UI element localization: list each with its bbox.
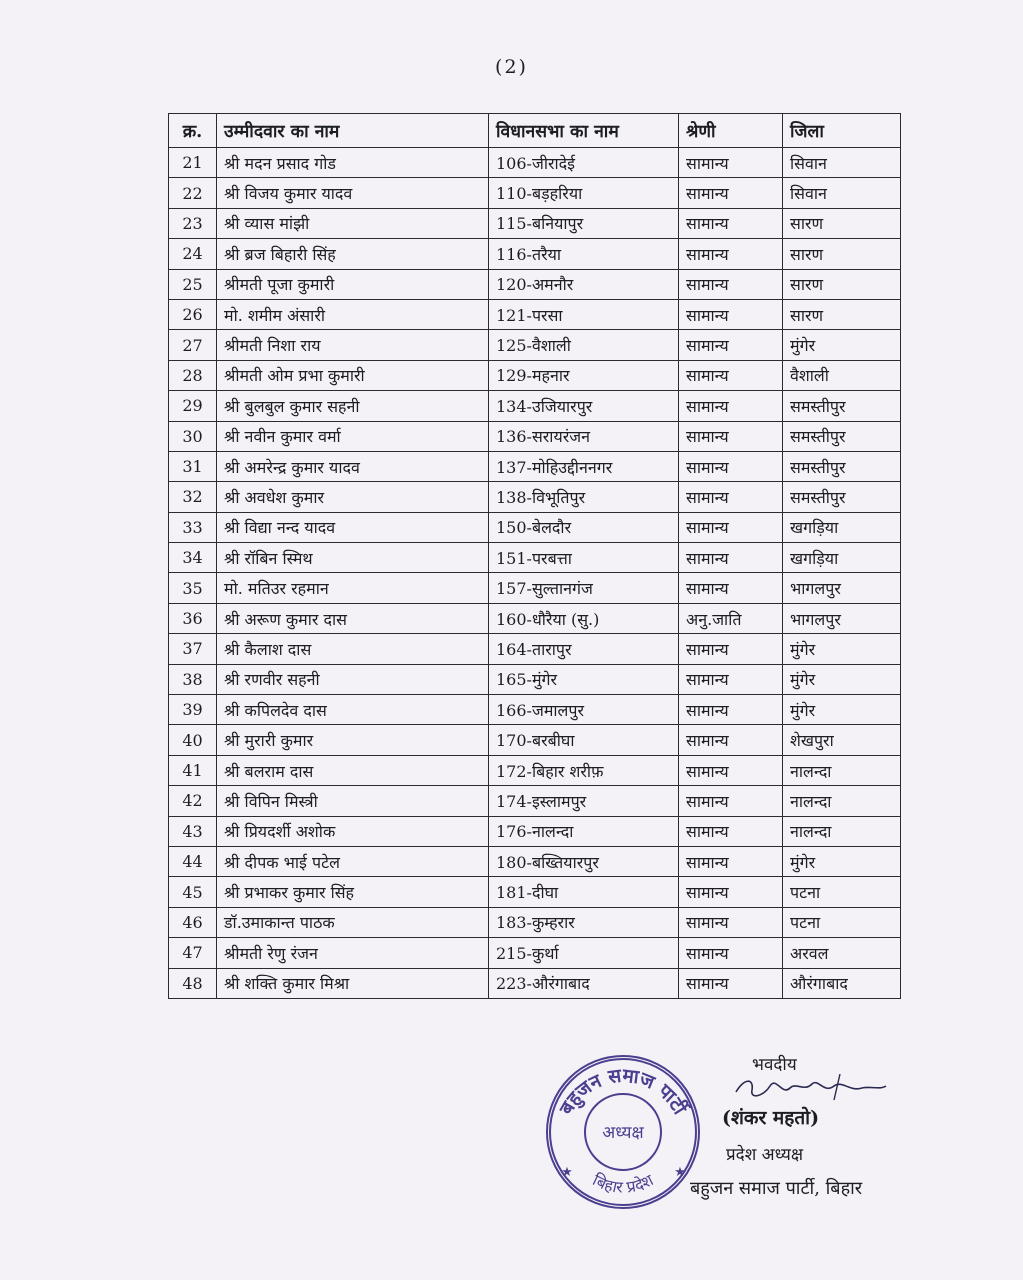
party-seal [543, 1052, 703, 1212]
seal-star-icon-left: ★ [561, 1165, 573, 1180]
row-district: पटना [783, 877, 901, 907]
row-candidate-name: श्री व्यास मांझी [217, 208, 489, 238]
row-category: सामान्य [679, 968, 783, 998]
table-row [169, 208, 901, 238]
row-constituency: 180-बख्तियारपुर [489, 846, 679, 876]
table-row [169, 512, 901, 542]
row-category: सामान्य [679, 360, 783, 390]
row-serial: 25 [169, 269, 217, 299]
row-candidate-name: श्री कैलाश दास [217, 634, 489, 664]
seal-star-icon-right: ★ [674, 1165, 686, 1180]
row-candidate-name: श्रीमती ओम प्रभा कुमारी [217, 360, 489, 390]
row-constituency: 150-बेलदौर [489, 512, 679, 542]
row-category: सामान्य [679, 299, 783, 329]
row-serial: 41 [169, 755, 217, 785]
row-candidate-name: श्री अवधेश कुमार [217, 482, 489, 512]
row-category: सामान्य [679, 543, 783, 573]
row-candidate-name: श्री बुलबुल कुमार सहनी [217, 391, 489, 421]
table-body [169, 148, 901, 999]
row-constituency: 157-सुल्तानगंज [489, 573, 679, 603]
row-candidate-name: श्री रॉबिन स्मिथ [217, 543, 489, 573]
table-row [169, 543, 901, 573]
table-row [169, 968, 901, 998]
row-serial: 26 [169, 299, 217, 329]
row-constituency: 121-परसा [489, 299, 679, 329]
seal-outer-text: बहुजन समाज पार्टी [555, 1064, 691, 1119]
signatory-organization: बहुजन समाज पार्टी, बिहार [690, 1178, 863, 1199]
row-district: खगड़िया [783, 512, 901, 542]
table-row [169, 816, 901, 846]
row-constituency: 183-कुम्हरार [489, 907, 679, 937]
row-serial: 45 [169, 877, 217, 907]
row-candidate-name: मो. शमीम अंसारी [217, 299, 489, 329]
row-serial: 27 [169, 330, 217, 360]
row-category: सामान्य [679, 421, 783, 451]
row-candidate-name: श्रीमती निशा राय [217, 330, 489, 360]
table-row [169, 239, 901, 269]
row-district: सारण [783, 269, 901, 299]
row-category: सामान्य [679, 877, 783, 907]
row-serial: 29 [169, 391, 217, 421]
row-district: नालन्दा [783, 786, 901, 816]
table-row [169, 755, 901, 785]
row-category: सामान्य [679, 391, 783, 421]
signatory-name: (शंकर महतो) [722, 1107, 820, 1129]
row-constituency: 176-नालन्दा [489, 816, 679, 846]
row-serial: 23 [169, 208, 217, 238]
row-candidate-name: श्री अरूण कुमार दास [217, 603, 489, 633]
row-district: शेखपुरा [783, 725, 901, 755]
row-candidate-name: श्री प्रभाकर कुमार सिंह [217, 877, 489, 907]
row-category: सामान्य [679, 725, 783, 755]
row-district: सारण [783, 299, 901, 329]
row-constituency: 134-उजियारपुर [489, 391, 679, 421]
row-district: मुंगेर [783, 695, 901, 725]
row-candidate-name: श्री प्रियदर्शी अशोक [217, 816, 489, 846]
table-row [169, 907, 901, 937]
row-constituency: 151-परबत्ता [489, 543, 679, 573]
row-serial: 31 [169, 451, 217, 481]
row-constituency: 125-वैशाली [489, 330, 679, 360]
row-constituency: 129-महनार [489, 360, 679, 390]
row-constituency: 223-औरंगाबाद [489, 968, 679, 998]
row-serial: 43 [169, 816, 217, 846]
page-number: (2) [495, 56, 528, 78]
row-district: सारण [783, 208, 901, 238]
row-category: सामान्य [679, 846, 783, 876]
row-candidate-name: श्री ब्रज बिहारी सिंह [217, 239, 489, 269]
row-constituency: 174-इस्लामपुर [489, 786, 679, 816]
closing-text: भवदीय [752, 1055, 797, 1075]
row-candidate-name: श्री मदन प्रसाद गोड [217, 148, 489, 178]
row-serial: 47 [169, 938, 217, 968]
handwritten-signature [730, 1070, 890, 1104]
table-row [169, 360, 901, 390]
row-category: सामान्य [679, 482, 783, 512]
row-constituency: 138-विभूतिपुर [489, 482, 679, 512]
row-serial: 35 [169, 573, 217, 603]
table-row [169, 846, 901, 876]
row-candidate-name: मो. मतिउर रहमान [217, 573, 489, 603]
seal-center-text: अध्यक्ष [602, 1123, 644, 1143]
row-district: नालन्दा [783, 816, 901, 846]
row-category: सामान्य [679, 148, 783, 178]
row-serial: 22 [169, 178, 217, 208]
row-serial: 37 [169, 634, 217, 664]
row-candidate-name: श्री विद्या नन्द यादव [217, 512, 489, 542]
header-category: श्रेणी [679, 114, 783, 148]
table-row [169, 391, 901, 421]
row-category: सामान्य [679, 695, 783, 725]
row-candidate-name: श्री बलराम दास [217, 755, 489, 785]
row-constituency: 181-दीघा [489, 877, 679, 907]
row-category: सामान्य [679, 938, 783, 968]
table-row [169, 269, 901, 299]
table-row [169, 695, 901, 725]
row-constituency: 116-तरैया [489, 239, 679, 269]
row-category: सामान्य [679, 755, 783, 785]
row-district: समस्तीपुर [783, 421, 901, 451]
row-serial: 21 [169, 148, 217, 178]
row-serial: 40 [169, 725, 217, 755]
table-row [169, 603, 901, 633]
row-serial: 48 [169, 968, 217, 998]
row-serial: 46 [169, 907, 217, 937]
row-candidate-name: श्री दीपक भाई पटेल [217, 846, 489, 876]
row-category: सामान्य [679, 816, 783, 846]
candidate-table [168, 113, 901, 999]
table-row [169, 664, 901, 694]
row-district: मुंगेर [783, 330, 901, 360]
row-candidate-name: श्री मुरारी कुमार [217, 725, 489, 755]
row-constituency: 164-तारापुर [489, 634, 679, 664]
row-district: समस्तीपुर [783, 482, 901, 512]
row-candidate-name: श्री विपिन मिस्त्री [217, 786, 489, 816]
row-category: सामान्य [679, 512, 783, 542]
row-district: मुंगेर [783, 664, 901, 694]
row-constituency: 110-बड़हरिया [489, 178, 679, 208]
row-category: सामान्य [679, 330, 783, 360]
table-row [169, 451, 901, 481]
row-constituency: 166-जमालपुर [489, 695, 679, 725]
row-district: पटना [783, 907, 901, 937]
table-row [169, 573, 901, 603]
row-category: सामान्य [679, 451, 783, 481]
row-serial: 30 [169, 421, 217, 451]
row-candidate-name: श्री शक्ति कुमार मिश्रा [217, 968, 489, 998]
table-row [169, 786, 901, 816]
row-candidate-name: श्रीमती रेणु रंजन [217, 938, 489, 968]
table-row [169, 148, 901, 178]
row-constituency: 137-मोहिउद्दीननगर [489, 451, 679, 481]
row-district: समस्तीपुर [783, 451, 901, 481]
row-candidate-name: श्री अमरेन्द्र कुमार यादव [217, 451, 489, 481]
row-district: मुंगेर [783, 634, 901, 664]
row-serial: 36 [169, 603, 217, 633]
row-serial: 39 [169, 695, 217, 725]
row-serial: 33 [169, 512, 217, 542]
row-serial: 34 [169, 543, 217, 573]
row-district: भागलपुर [783, 603, 901, 633]
row-constituency: 136-सरायरंजन [489, 421, 679, 451]
row-district: सारण [783, 239, 901, 269]
header-constituency: विधानसभा का नाम [489, 114, 679, 148]
row-serial: 28 [169, 360, 217, 390]
row-district: मुंगेर [783, 846, 901, 876]
table-row [169, 330, 901, 360]
row-constituency: 115-बनियापुर [489, 208, 679, 238]
row-district: सिवान [783, 178, 901, 208]
row-category: सामान्य [679, 664, 783, 694]
row-district: औरंगाबाद [783, 968, 901, 998]
row-district: भागलपुर [783, 573, 901, 603]
row-category: अनु.जाति [679, 603, 783, 633]
row-constituency: 120-अमनौर [489, 269, 679, 299]
table-row [169, 299, 901, 329]
table-row [169, 725, 901, 755]
row-candidate-name: श्रीमती पूजा कुमारी [217, 269, 489, 299]
row-district: समस्तीपुर [783, 391, 901, 421]
row-category: सामान्य [679, 269, 783, 299]
row-serial: 24 [169, 239, 217, 269]
table-row [169, 634, 901, 664]
header-district: जिला [783, 114, 901, 148]
header-candidate-name: उम्मीदवार का नाम [217, 114, 489, 148]
table-row [169, 938, 901, 968]
row-district: सिवान [783, 148, 901, 178]
table-row [169, 877, 901, 907]
row-district: अरवल [783, 938, 901, 968]
row-category: सामान्य [679, 634, 783, 664]
row-constituency: 215-कुर्था [489, 938, 679, 968]
row-category: सामान्य [679, 573, 783, 603]
row-category: सामान्य [679, 178, 783, 208]
row-serial: 42 [169, 786, 217, 816]
row-candidate-name: श्री रणवीर सहनी [217, 664, 489, 694]
row-constituency: 172-बिहार शरीफ़ [489, 755, 679, 785]
row-category: सामान्य [679, 208, 783, 238]
row-serial: 32 [169, 482, 217, 512]
row-serial: 44 [169, 846, 217, 876]
table-header-row [169, 114, 901, 148]
row-category: सामान्य [679, 239, 783, 269]
seal-bottom-text: बिहार प्रदेश [589, 1170, 657, 1197]
table-row [169, 421, 901, 451]
row-candidate-name: श्री नवीन कुमार वर्मा [217, 421, 489, 451]
row-district: खगड़िया [783, 543, 901, 573]
header-serial: क्र. [169, 114, 217, 148]
table-row [169, 482, 901, 512]
row-candidate-name: श्री कपिलदेव दास [217, 695, 489, 725]
row-candidate-name: श्री विजय कुमार यादव [217, 178, 489, 208]
row-serial: 38 [169, 664, 217, 694]
row-constituency: 160-धौरैया (सु.) [489, 603, 679, 633]
row-district: वैशाली [783, 360, 901, 390]
row-candidate-name: डॉ.उमाकान्त पाठक [217, 907, 489, 937]
row-constituency: 165-मुंगेर [489, 664, 679, 694]
row-constituency: 106-जीरादेई [489, 148, 679, 178]
row-constituency: 170-बरबीघा [489, 725, 679, 755]
signatory-title: प्रदेश अध्यक्ष [726, 1145, 804, 1165]
row-category: सामान्य [679, 786, 783, 816]
table-row [169, 178, 901, 208]
row-district: नालन्दा [783, 755, 901, 785]
row-category: सामान्य [679, 907, 783, 937]
